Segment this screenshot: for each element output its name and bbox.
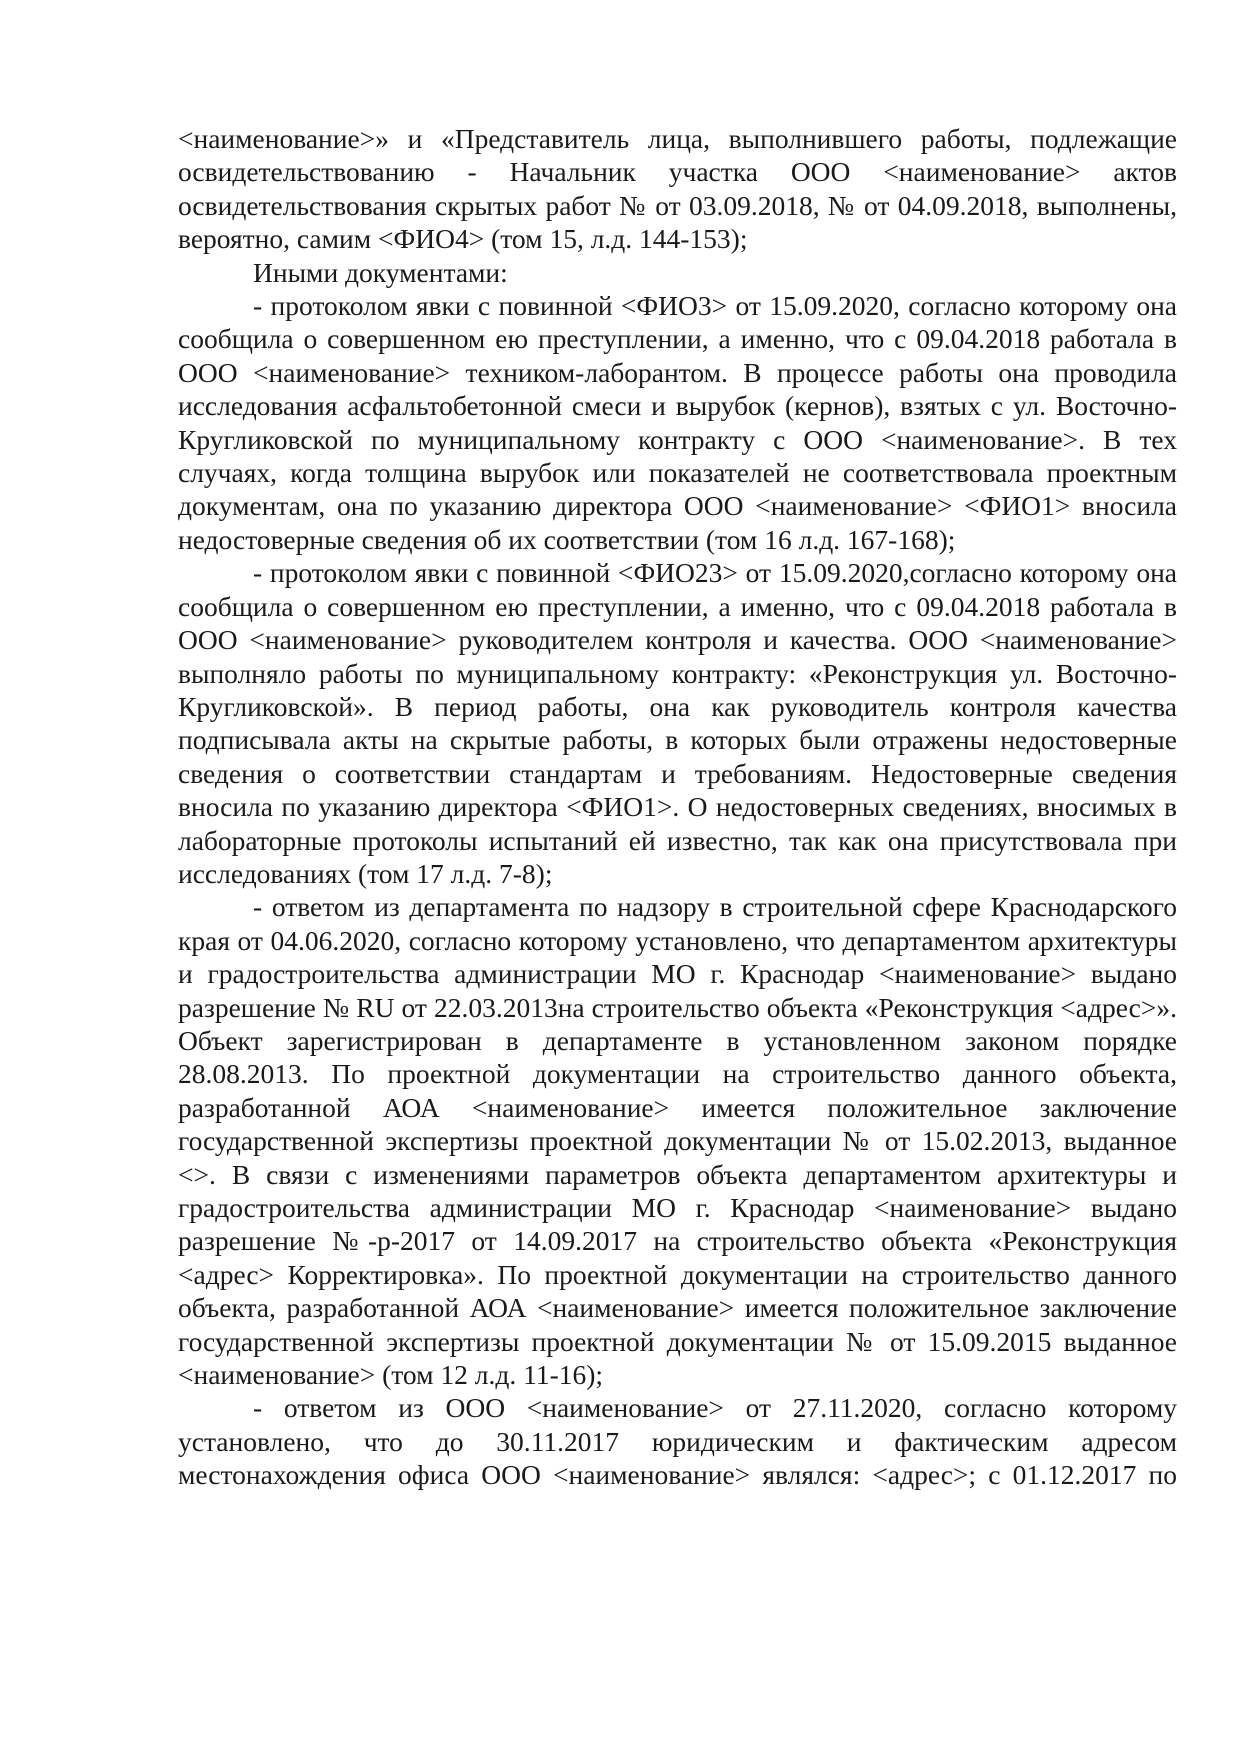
paragraph-other-documents-heading: Иными документами: — [253, 256, 508, 288]
document-page — [178, 122, 1177, 1492]
paragraph-ooo-response: - ответом из ООО <наименование> от 27.11.2020, согласно которому установлено, что до 30.11.2017 юридическим и фактическим адресом местонахождения офиса ООО <наименование> являлся: <адрес>; с 01.12.2017 по — [178, 1392, 1177, 1491]
paragraph-1: <наименование>» и «Представитель лица, выполнившего работы, подлежащие освидетельствованию - Начальник участка ООО <наименование> актов освидетельствования скрытых работ № от 03.09.2018, № от 04.09.2018, выполнены, вероятно, самим <ФИО4> (том 15, л.д. 144-153); — [178, 123, 1177, 255]
paragraph-confession-fio23: - протоколом явки с повинной <ФИО23> от 15.09.2020,согласно которому она сообщила о совершенном ею преступлении, а именно, что с 09.04.2018 работала в ООО <наименование> руководителем контроля и качества. ООО <наименование> выполняло работы по муниципальному контракту: «Реконструкция ул. Восточно-Кругликовской». В период работы, она как руководитель контроля качества подписывала акты на скрытые работы, в которых были отражены недостоверные сведения о соответствии стандартам и требованиям. Недостоверные сведения вносила по указанию директора <ФИО1>. О недостоверных сведениях, вносимых в лабораторные протоколы испытаний ей известно, так как она присутствовала при исследованиях (том 17 л.д. 7-8); — [178, 557, 1177, 889]
paragraph-confession-fio3: - протоколом явки с повинной <ФИО3> от 15.09.2020, согласно которому она сообщила о совершенном ею преступлении, а именно, что с 09.04.2018 работала в ООО <наименование> техником-лаборантом. В процессе работы она проводила исследования асфальтобетонной смеси и вырубок (кернов), взятых с ул. Восточно-Кругликовской по муниципальному контракту с ООО <наименование>. В тех случаях, когда толщина вырубок или показателей не соответствовала проектным документам, она по указанию директора ООО <наименование> <ФИО1> вносила недостоверные сведения об их соответствии (том 16 л.д. 167-168); — [178, 290, 1177, 555]
paragraph-construction-supervision-response: - ответом из департамента по надзору в строительной сфере Краснодарского края от 04.06.2020, согласно которому установлено, что департаментом архитектуры и градостроительства администрации МО г. Краснодар <наименование> выдано разрешение № RU от 22.03.2013на строительство объекта «Реконструкция <адрес>». Объект зарегистрирован в департаменте в установленном законом порядке 28.08.2013. По проектной документации на строительство данного объекта, разработанной АОА <наименование> имеется положительное заключение государственной экспертизы проектной документации № от 15.02.2013, выданное <>. В связи с изменениями параметров объекта департаментом архитектуры и градостроительства администрации МО г. Краснодар <наименование> выдано разрешение №-р-2017 от 14.09.2017 на строительство объекта «Реконструкция <адрес> Корректировка». По проектной документации на строительство данного объекта, разработанной АОА <наименование> имеется положительное заключение государственной экспертизы проектной документации № от 15.09.2015 выданное <наименование> (том 12 л.д. 11-16); — [178, 891, 1177, 1391]
